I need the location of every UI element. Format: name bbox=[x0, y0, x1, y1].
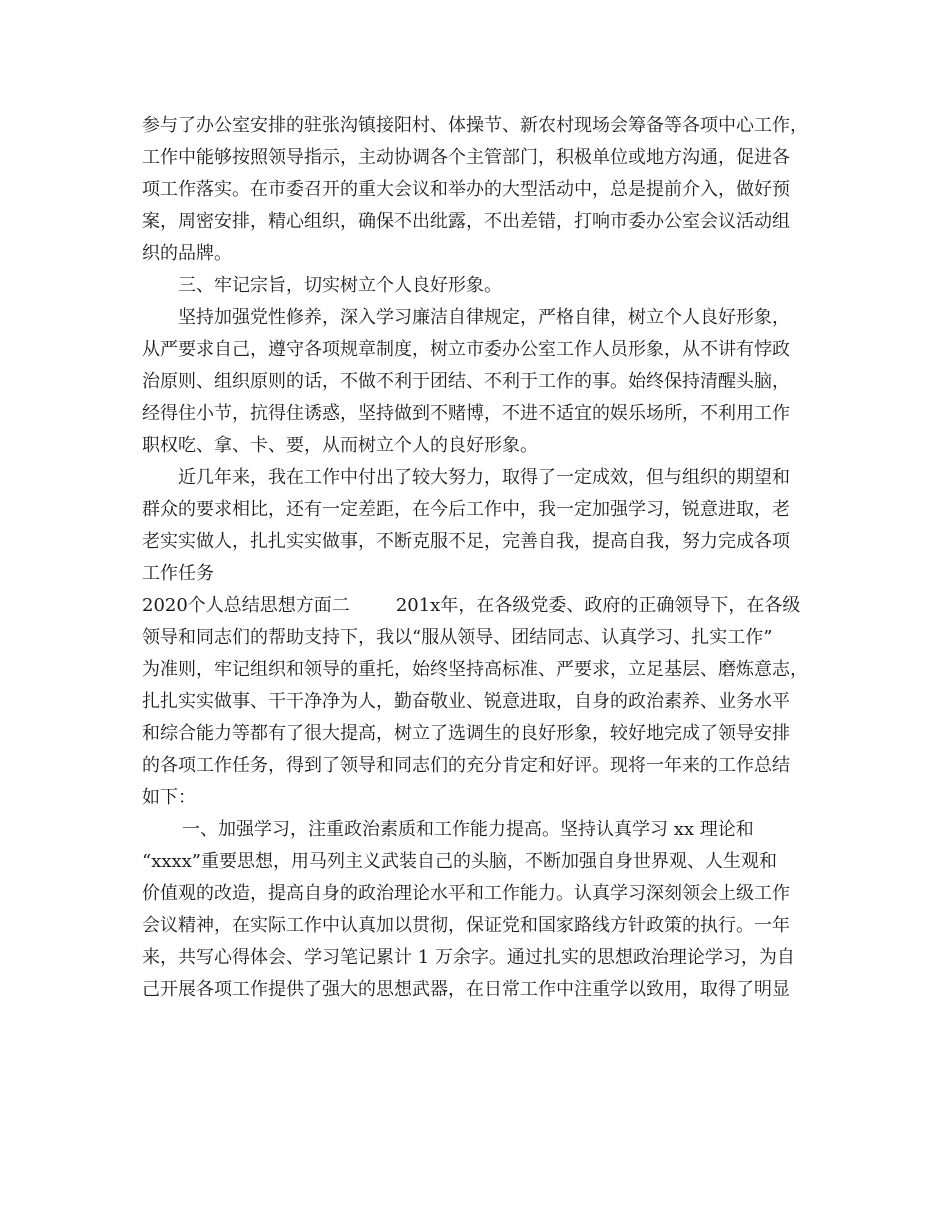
paragraph-line: 会议精神，在实际工作中认真加以贯彻，保证党和国家路线方针政策的执行。一年 bbox=[142, 915, 790, 936]
paragraph-line: 老实实做人，扎扎实实做事，不断克服不足，完善自我，提高自我，努力完成各项 bbox=[142, 531, 790, 552]
paragraph-line: 为准则，牢记组织和领导的重托，始终坚持高标准、严要求，立足基层、磨炼意志， bbox=[142, 659, 808, 680]
paragraph-line: 近几年来，我在工作中付出了较大努力，取得了一定成效，但与组织的期望和 bbox=[178, 467, 790, 488]
section-heading-line: 一、加强学习，注重政治素质和工作能力提高。坚持认真学习 xx 理论和 bbox=[182, 819, 754, 840]
paragraph-line: 群众的要求相比，还有一定差距，在今后工作中，我一定加强学习，锐意进取，老 bbox=[142, 499, 790, 520]
paragraph-line: 扎扎实实做事、干干净净为人，勤奋敬业、锐意进取，自身的政治素养、业务水平 bbox=[142, 691, 790, 712]
section-heading: 三、牢记宗旨，切实树立个人良好形象。 bbox=[178, 275, 502, 296]
paragraph-line: 如下： bbox=[142, 787, 196, 808]
document-body bbox=[142, 110, 822, 1006]
paragraph-line: 织的品牌。 bbox=[142, 243, 232, 264]
paragraph-line: 的各项工作任务，得到了领导和同志们的充分肯定和好评。现将一年来的工作总结 bbox=[142, 755, 790, 776]
title-line-continuation: 201x年，在各级党委、政府的正确领导下，在各级 bbox=[395, 595, 801, 616]
paragraph-line: 价值观的改造，提高自身的政治理论水平和工作能力。认真学习深刻领会上级工作 bbox=[142, 883, 790, 904]
paragraph-line: 经得住小节，抗得住诱惑，坚持做到不赌博，不进不适宜的娱乐场所，不利用工作 bbox=[142, 403, 790, 424]
paragraph-line: 参与了办公室安排的驻张沟镇接阳村、体操节、新农村现场会筹备等各项中心工作， bbox=[142, 115, 808, 136]
paragraph-line: 和综合能力等都有了很大提高，树立了选调生的良好形象，较好地完成了领导安排 bbox=[142, 723, 790, 744]
paragraph-line: 项工作落实。在市委召开的重大会议和举办的大型活动中，总是提前介入，做好预 bbox=[142, 179, 790, 200]
paragraph-line: 领导和同志们的帮助支持下，我以“服从领导、团结同志、认真学习、扎实工作” bbox=[142, 627, 773, 648]
paragraph-line: 职权吃、拿、卡、要，从而树立个人的良好形象。 bbox=[142, 435, 538, 456]
paragraph-line: 工作任务 bbox=[142, 563, 214, 584]
paragraph-line: 来，共写心得体会、学习笔记累计 1 万余字。通过扎实的思想政治理论学习，为自 bbox=[142, 947, 795, 968]
paragraph-line: 案，周密安排，精心组织，确保不出纰露，不出差错，打响市委办公室会议活动组 bbox=[142, 211, 790, 232]
paragraph-line: 坚持加强党性修养，深入学习廉洁自律规定，严格自律，树立个人良好形象， bbox=[178, 307, 790, 328]
paragraph-line: 治原则、组织原则的话，不做不利于团结、不利于工作的事。始终保持清醒头脑， bbox=[142, 371, 790, 392]
paragraph-line: “xxxx”重要思想，用马列主义武装自己的头脑，不断加强自身世界观、人生观和 bbox=[142, 851, 778, 872]
paragraph-line: 己开展各项工作提供了强大的思想武器，在日常工作中注重学以致用，取得了明显 bbox=[142, 979, 790, 1000]
paragraph-line: 从严要求自己，遵守各项规章制度，树立市委办公室工作人员形象，从不讲有悖政 bbox=[142, 339, 790, 360]
paragraph-line: 工作中能够按照领导指示，主动协调各个主管部门，积极单位或地方沟通，促进各 bbox=[142, 147, 790, 168]
document-title: 2020个人总结思想方面二 bbox=[142, 595, 350, 616]
document-title-line bbox=[142, 590, 822, 622]
